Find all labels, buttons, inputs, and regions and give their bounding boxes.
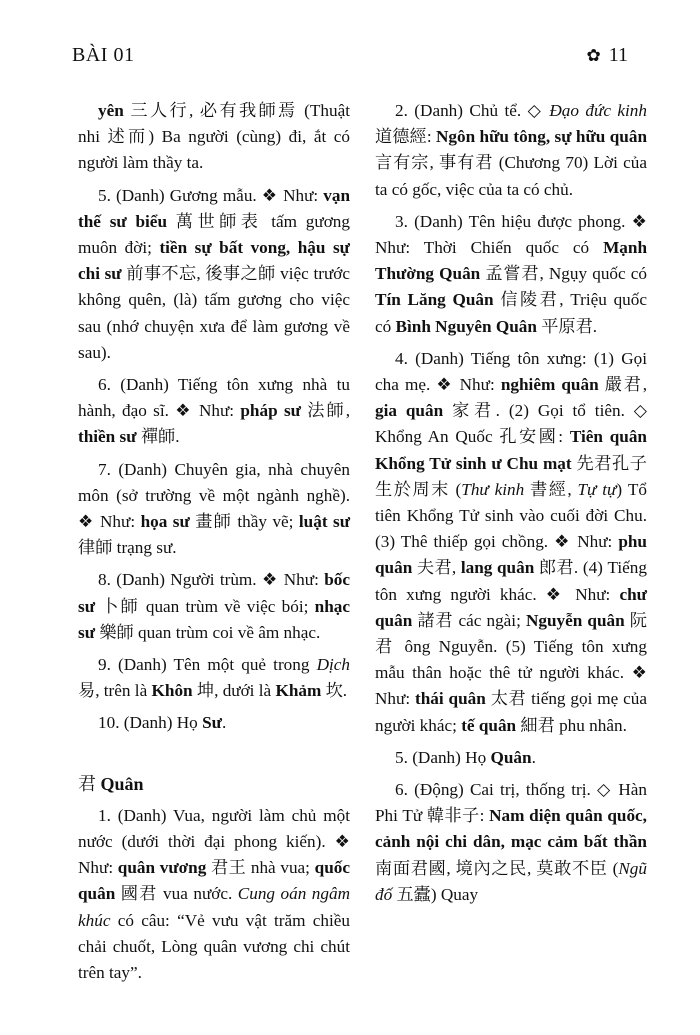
bold-term: Bình Nguyên Quân [395,316,537,336]
entry-paragraph [78,567,350,646]
entry-heading [78,771,350,797]
entry-paragraph [78,652,350,704]
bold-term: tiền sự bất vong, hậu sự chi sư [78,238,350,284]
text-run: 太君 tiếng gọi mẹ của người khác; [375,689,647,735]
text-run: 三人行, 必有我師焉 (Thuật nhi 述而) Ba người (cùng) đi, ắt có người làm thầy ta. [78,101,350,173]
text-run: 9. (Danh) Tên một quẻ trong [98,655,317,675]
text-run: 孟嘗君, Ngụy quốc có [480,264,647,284]
text-run: 郎君. (4) Tiếng tôn xưng người khác. ❖ Như: [375,558,647,604]
text-run: 坎. [321,681,348,701]
text-run: 言有宗, 事有君 (Chương 70) Lời của ta có gốc, việc của ta có chủ. [375,153,647,199]
text-run: 4. (Danh) Tiếng tôn xưng: (1) Gọi cha mẹ. ❖ Như: [375,348,647,395]
text-run: 五蠹) Quay [392,884,479,904]
left-column [78,98,350,986]
bold-term: pháp sư [240,401,301,421]
text-run: 7. (Danh) Chuyên gia, nhà chuyên môn (sở trường về một ngành nghề). ❖ Như: [78,459,350,532]
text-run: 樂師 quan trùm coi về âm nhạc. [95,622,321,642]
text-run: 夫君, [412,558,461,578]
text-run: 禪師. [136,427,180,447]
italic-title: Ngũ đố [375,858,647,904]
italic-title: Dịch [316,655,350,675]
text-run: 諸君 các ngài; [412,610,526,630]
lesson-header: BÀI 01 [72,44,135,66]
italic-title: Đạo đức kinh [549,101,647,120]
text-run: 6. (Động) Cai trị, thống trị. ◇ Hàn Phi Tử 韓非子: [375,780,647,826]
bold-term: chư quân [375,584,647,630]
italic-title: Tự tự [577,479,617,499]
italic-title: Cung oán ngâm khúc [78,884,350,930]
entry-paragraph [78,98,350,177]
bold-term: Tín Lăng Quân [375,290,494,310]
text-run: 10. (Danh) Họ [98,713,203,733]
bold-term: Quân [490,747,532,767]
text-run: 2. (Danh) Chủ tể. ◇ [395,101,550,120]
text-run: có câu: “Vẻ vưu vật trăm chiều chải chuốt, Lòng quân vương chi chút trên tay”. [78,910,350,983]
entry-paragraph [375,777,647,908]
bold-term: Nam diện quân quốc, cảnh nội chi dân, mạc cảm bất thần [375,806,647,852]
text-run: 信陵君, Triệu quốc có [375,290,648,336]
text-run: 律師 trạng sư. [78,538,177,558]
bold-term: Khảm [275,681,322,701]
bold-term: yên [98,101,124,120]
right-column [375,98,647,908]
bold-term: quốc quân [78,858,350,904]
bold-term: Khôn [151,681,193,701]
bold-term: Ngôn hữu tông, sự hữu quân [436,127,647,147]
entry-paragraph [375,209,647,340]
text-run: 細君 phu nhân. [516,715,627,735]
text-run: 書經, [524,479,578,499]
bold-term: Quân [100,773,144,794]
bold-term: luật sư [298,512,351,532]
flower-ornament-icon: ✿ [586,46,601,65]
entry-paragraph [78,803,350,986]
italic-title: Thư kinh [461,479,525,499]
text-run: 國君 vua nước. [115,884,238,904]
text-run: 萬世師表 tấm gương muôn đời; [78,211,350,258]
text-run: 君王 nhà vua; [206,858,315,878]
text-run: 法師, [300,401,350,421]
entry-paragraph [78,457,350,562]
text-run: 坤, dưới là [192,681,276,701]
text-run: 阮君 ông Nguyễn. (5) Tiếng tôn xưng mẫu thân hoặc thê tử người khác. ❖ Như: [375,610,647,709]
text-run: . [531,747,536,767]
text-run: 8. (Danh) Người trùm. ❖ Như: [98,570,325,590]
page-number: 11 [608,44,628,66]
bold-term: thái quân [415,689,486,709]
bold-term: nhạc sư [78,596,350,642]
text-run: 1. (Danh) Vua, người làm chủ một nước (dưới thời đại phong kiến). ❖ Như: [78,805,350,878]
text-run: 道德經: [375,127,436,147]
entry-paragraph [375,346,647,739]
text-run: 先君孔子生於周末 ( [375,453,647,499]
bold-term: lang quân [460,558,535,578]
bold-term: thiền sư [78,427,137,447]
text-run: 畫師 thầy vẽ; [189,512,299,532]
text-run: 6. (Danh) Tiếng tôn xưng nhà tu hành, đạo sĩ. ❖ Như: [78,375,350,421]
bold-term: Mạnh Thường Quân [375,238,647,284]
bold-term: Nguyễn quân [525,610,625,630]
entry-paragraph [78,183,350,366]
bold-term: Tiên quân Khổng Tử sinh ư Chu mạt [375,427,647,473]
text-run: 前事不忘, 後事之師 việc trước không quên, (là) tấm gương cho việc sau (nhớ chuyện xưa để làm gương về sau). [78,264,350,362]
bold-term: Sư [202,713,222,733]
text-run: 卜師 quan trùm về việc bói; [95,596,315,616]
text-run: 南面君國, 境內之民, 莫敢不臣 ( [375,858,619,878]
page-number-header [586,44,628,67]
text-run: 嚴君, [598,375,647,395]
bold-term: bốc sư [78,570,350,616]
text-run: 平原君. [536,316,598,336]
text-run: 5. (Danh) Họ [395,747,491,767]
entry-paragraph [78,710,350,736]
text-run: . [221,713,227,733]
text-run: 5. (Danh) Gương mẫu. ❖ Như: [98,185,324,205]
entry-paragraph [375,745,647,771]
text-run: 家君. (2) Gọi tổ tiên. ◇ Khổng An Quốc 孔安國: [375,401,648,447]
text-run: 3. (Danh) Tên hiệu được phong. ❖ Như: Thời Chiến quốc có [375,211,647,258]
bold-term: phu quân [375,532,647,578]
bold-term: tế quân [461,715,517,735]
bold-term: gia quân [375,401,444,421]
entry-paragraph [78,372,350,451]
bold-term: quân vương [117,858,207,878]
text-run: ) Tổ tiên Khổng Tử sinh vào cuối đời Chu. (3) Thê thiếp gọi chồng. ❖ Như: [375,479,647,552]
text-run: 君 [78,773,101,794]
text-run: 易, trên là [78,681,152,701]
bold-term: vạn thế sư biểu [78,185,350,231]
bold-term: họa sư [140,512,190,532]
bold-term: nghiêm quân [500,375,599,395]
entry-paragraph [375,98,647,203]
